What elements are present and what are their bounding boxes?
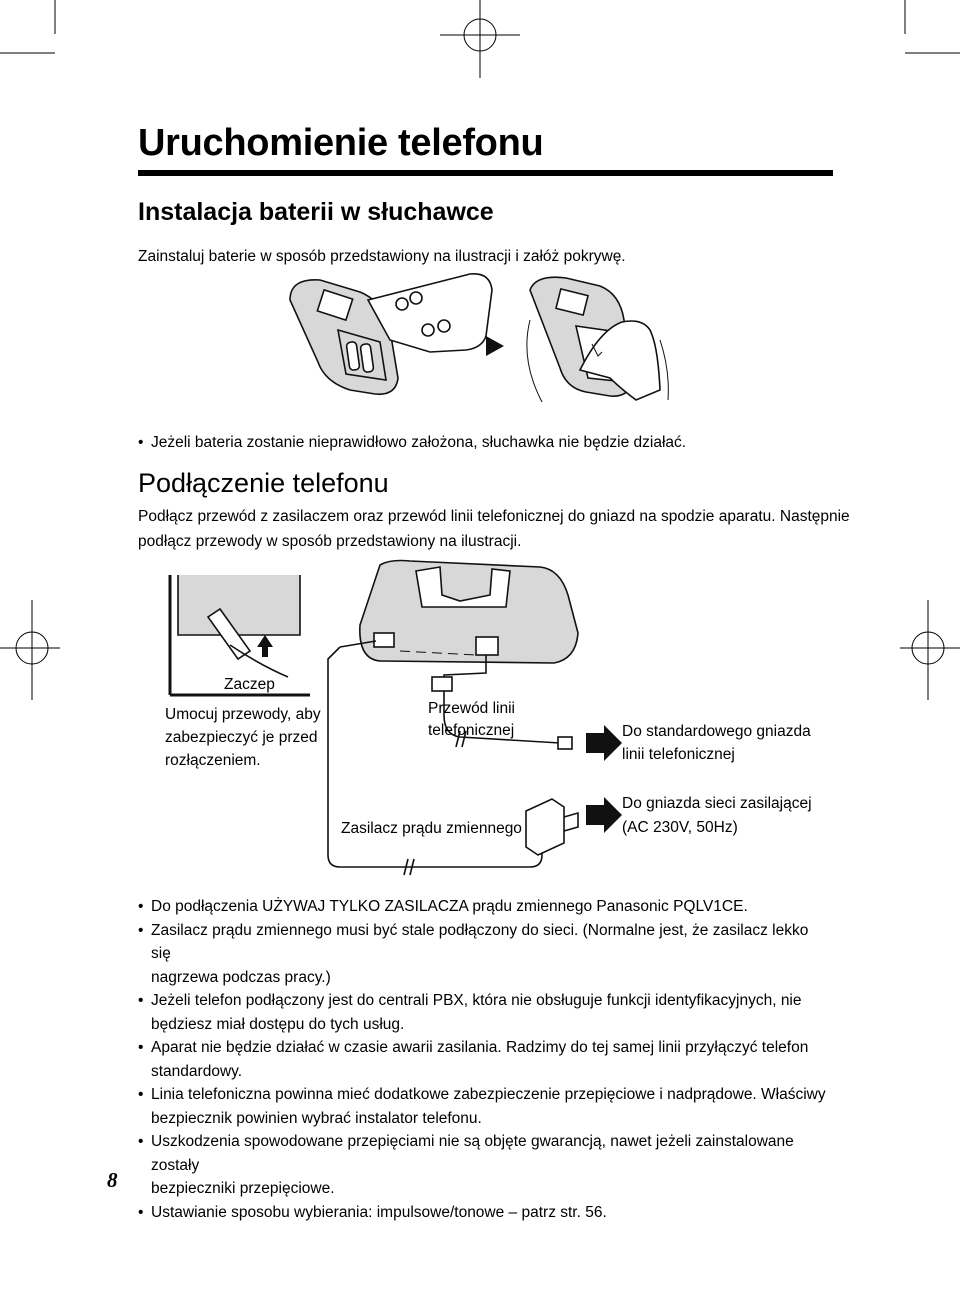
outlet-label-line2: (AC 230V, 50Hz): [622, 819, 738, 836]
connect-intro-line1: Podłącz przewód z zasilaczem oraz przewód linii telefonicznej do gniazd na spodzie aparatu. Następnie: [138, 508, 850, 525]
hook-note-line3: rozłączeniem.: [165, 752, 261, 769]
adaptor-label: Zasilacz prądu zmiennego: [341, 820, 522, 837]
battery-installation-illustration: [280, 270, 680, 410]
battery-note: • Jeżeli bateria zostanie nieprawidłowo założona, słuchawka nie będzie działać.: [138, 434, 687, 451]
notes-list: [138, 895, 828, 1224]
wall-jack-label-line2: linii telefonicznej: [622, 746, 735, 763]
connect-intro-line2: podłącz przewody w sposób przedstawiony na ilustracji.: [138, 533, 522, 550]
list-item: • Zasilacz prądu zmiennego musi być stale podłączony do sieci. (Normalne jest, że zasilacz lekko się nagrzewa podczas pracy.): [138, 919, 828, 990]
battery-note-text: Jeżeli bateria zostanie nieprawidłowo założona, słuchawka nie będzie działać.: [151, 434, 687, 451]
hook-note-line1: Umocuj przewody, aby: [165, 706, 321, 723]
battery-heading: Instalacja baterii w słuchawce: [138, 198, 494, 226]
page-number: 8: [107, 1168, 118, 1192]
battery-intro: Zainstaluj baterie w sposób przedstawiony na ilustracji i załóż pokrywę.: [138, 248, 626, 265]
connect-heading: Podłączenie telefonu: [138, 468, 389, 498]
registration-mark-left: [0, 600, 60, 700]
list-item: • Do podłączenia UŻYWAJ TYLKO ZASILACZA prądu zmiennego Panasonic PQLV1CE.: [138, 895, 828, 919]
registration-mark-right: [900, 600, 960, 700]
arrow-to-wall-jack: [586, 725, 622, 761]
list-item: • Linia telefoniczna powinna mieć dodatkowe zabezpieczenie przepięciowe i nadprądowe. Właściwy bezpiecznik powinien wybrać instalator telefonu.: [138, 1083, 828, 1130]
title-rule: [138, 170, 833, 176]
crop-mark-top-left: [0, 0, 110, 90]
line-cord-label-line1: Przewód linii: [428, 700, 516, 717]
list-item: • Aparat nie będzie działać w czasie awarii zasilania. Radzimy do tej samej linii przyłączyć telefon standardowy.: [138, 1036, 828, 1083]
hook-label: Zaczep: [224, 676, 275, 693]
wall-jack-label-line1: Do standardowego gniazda: [622, 723, 811, 740]
list-item: • Jeżeli telefon podłączony jest do centrali PBX, która nie obsługuje funkcji identyfikacyjnych, nie będziesz miał dostępu do tych usług.: [138, 989, 828, 1036]
base-unit: [340, 561, 578, 664]
hook-note-line2: zabezpieczyć je przed: [165, 729, 318, 746]
outlet-label-line1: Do gniazda sieci zasilającej: [622, 795, 812, 812]
list-item: • Uszkodzenia spowodowane przepięciami nie są objęte gwarancją, nawet jeżeli zainstalowane zostały bezpieczniki przepięciowe.: [138, 1130, 828, 1201]
line-cord-label-line2: telefonicznej: [428, 722, 515, 739]
ac-adaptor: [526, 799, 564, 855]
arrow-to-outlet: [586, 797, 622, 833]
page-title: Uruchomienie telefonu: [138, 122, 544, 164]
crop-mark-top-right: [850, 0, 960, 90]
list-item: • Ustawianie sposobu wybierania: impulsowe/tonowe – patrz str. 56.: [138, 1201, 828, 1225]
registration-mark-top: [440, 0, 520, 90]
